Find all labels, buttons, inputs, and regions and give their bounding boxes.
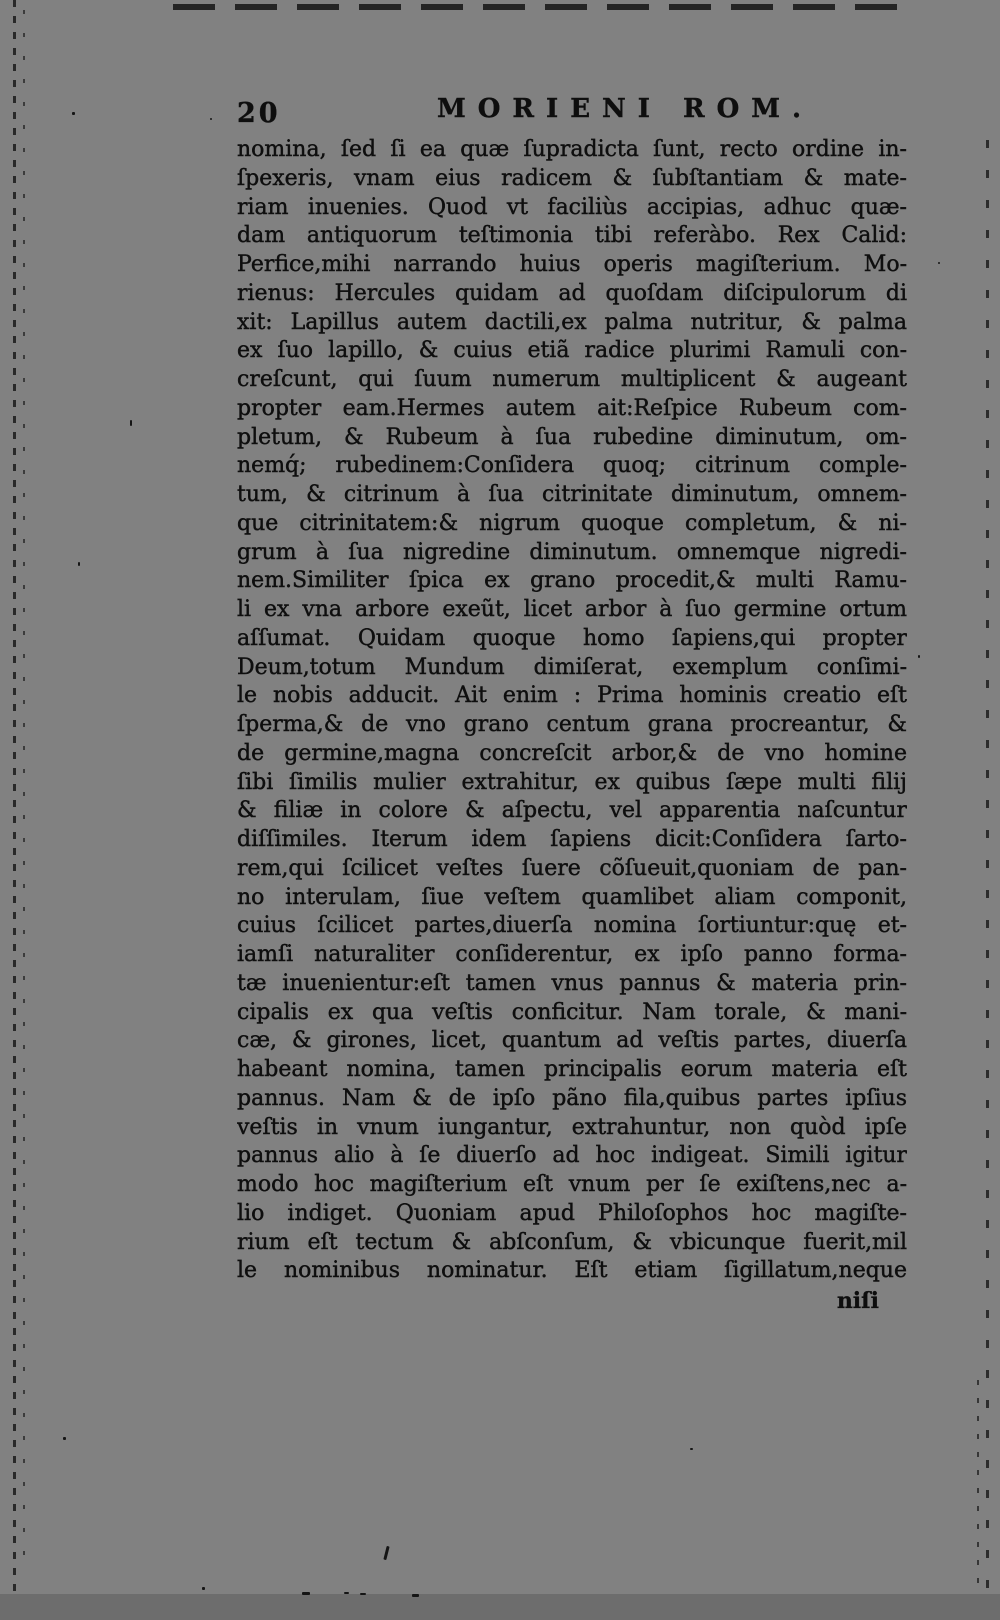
text-line: ſpexeris, vnam eius radicem & ſubſtantiam & mate- bbox=[237, 165, 907, 191]
left-binding-marks-secondary bbox=[23, 10, 25, 1570]
text-line: riam inuenies. Quod vt faciliùs accipias, adhuc quæ- bbox=[237, 194, 907, 220]
text-line: habeant nomina, tamen principalis eorum materia eſt bbox=[237, 1057, 907, 1082]
text-line: propter eam.Hermes autem ait:Reſpice Rubeum com- bbox=[237, 395, 907, 421]
text-line: ſibi ſimilis mulier extrahitur, ex quibus ſæpe multi filij bbox=[237, 769, 907, 795]
text-line: de germine,magna concreſcit arbor,& de vno homine bbox=[237, 740, 907, 766]
text-line: rium eſt tectum & abſconſum, & vbicunque fuerit,mil bbox=[237, 1229, 907, 1255]
text-line: lio indiget. Quoniam apud Philoſophos hoc magiſte- bbox=[237, 1200, 907, 1226]
text-line: creſcunt, qui ſuum numerum multiplicent & augeant bbox=[237, 367, 907, 392]
text-line: iamſi naturaliter conſiderentur, ex ipſo panno forma- bbox=[237, 942, 907, 967]
page-number: 20 bbox=[237, 98, 281, 129]
text-line: cipalis ex qua veſtis conficitur. Nam torale, & mani- bbox=[237, 999, 907, 1025]
text-line: dam antiquorum teſtimonia tibi referàbo. Rex Calid: bbox=[237, 223, 907, 249]
top-edge-rule bbox=[173, 4, 908, 10]
text-line: Perfice,mihi narrando huius operis magiſterium. Mo- bbox=[237, 252, 907, 277]
running-header: MORIENI ROM. bbox=[437, 94, 814, 124]
text-line: tum, & citrinum à ſua citrinitate diminutum, omnem- bbox=[237, 482, 907, 507]
catchword: niſi bbox=[836, 1288, 879, 1314]
text-line: grum à ſua nigredine diminutum. omnemque nigredi- bbox=[237, 539, 907, 565]
text-line: xit: Lapillus autem dactili,ex palma nutritur, & palma bbox=[237, 309, 907, 335]
text-line: cæ, & girones, licet, quantum ad veſtis partes, diuerſa bbox=[237, 1028, 907, 1054]
text-line: pannus. Nam & de ipſo pãno fila,quibus partes ipſius bbox=[237, 1085, 907, 1111]
text-line: li ex vna arbore exeũt, licet arbor à ſuo germine ortum bbox=[237, 597, 907, 622]
text-line: Deum,totum Mundum dimiſerat, exemplum conſimi- bbox=[237, 654, 907, 680]
text-line: rienus: Hercules quidam ad quoſdam diſcipulorum di bbox=[237, 280, 907, 306]
text-line: nomina, ſed ſi ea quæ ſupradicta ſunt, recto ordine in- bbox=[237, 137, 907, 162]
text-line: le nobis adducit. Ait enim : Prima hominis creatio eſt bbox=[237, 683, 907, 709]
text-line: le nominibus nominatur. Eſt etiam ſigillatum,neque bbox=[237, 1258, 907, 1284]
text-line: modo hoc magiſterium eſt vnum per ſe exiſtens,nec a- bbox=[237, 1172, 907, 1197]
text-line: ſperma,& de vno grano centum grana procreantur, & bbox=[237, 712, 907, 737]
text-line: aſſumat. Quidam quoque homo ſapiens,qui propter bbox=[237, 625, 907, 651]
text-line: nem.Similiter ſpica ex grano procedit,& multi Ramu- bbox=[237, 568, 907, 594]
text-line: pletum, & Rubeum à ſua rubedine diminutum, om- bbox=[237, 424, 907, 450]
text-block bbox=[237, 136, 907, 1316]
text-line: rem,qui ſcilicet veſtes ſuere cõſueuit,quoniam de pan- bbox=[237, 855, 907, 881]
text-line: no interulam, ſiue veſtem quamlibet aliam componit, bbox=[237, 884, 907, 910]
right-edge-marks bbox=[986, 140, 989, 1620]
left-binding-marks bbox=[13, 0, 16, 1608]
text-line: ex ſuo lapillo, & cuius etiã radice plurimi Ramuli con- bbox=[237, 338, 907, 364]
text-line: que citrinitatem:& nigrum quoque completum, & ni- bbox=[237, 510, 907, 536]
text-line: veſtis in vnum iungantur, extrahuntur, non quòd ipſe bbox=[237, 1114, 907, 1140]
text-line: nemq́; rubedinem:Conſidera quoq; citrinum comple- bbox=[237, 453, 907, 479]
text-line: tæ inuenientur:eſt tamen vnus pannus & materia prin- bbox=[237, 970, 907, 996]
text-line: & filiæ in colore & aſpectu, vel apparentia naſcuntur bbox=[237, 798, 907, 824]
text-line: pannus alio à ſe diuerſo ad hoc indigeat. Simili igitur bbox=[237, 1143, 907, 1169]
bottom-scan-band bbox=[0, 1594, 1000, 1620]
right-edge-marks-secondary bbox=[977, 1380, 979, 1620]
text-line: cuius ſcilicet partes,diuerſa nomina ſortiuntur:quę et- bbox=[237, 913, 907, 939]
text-line: diſſimiles. Iterum idem ſapiens dicit:Conſidera ſarto- bbox=[237, 827, 907, 852]
